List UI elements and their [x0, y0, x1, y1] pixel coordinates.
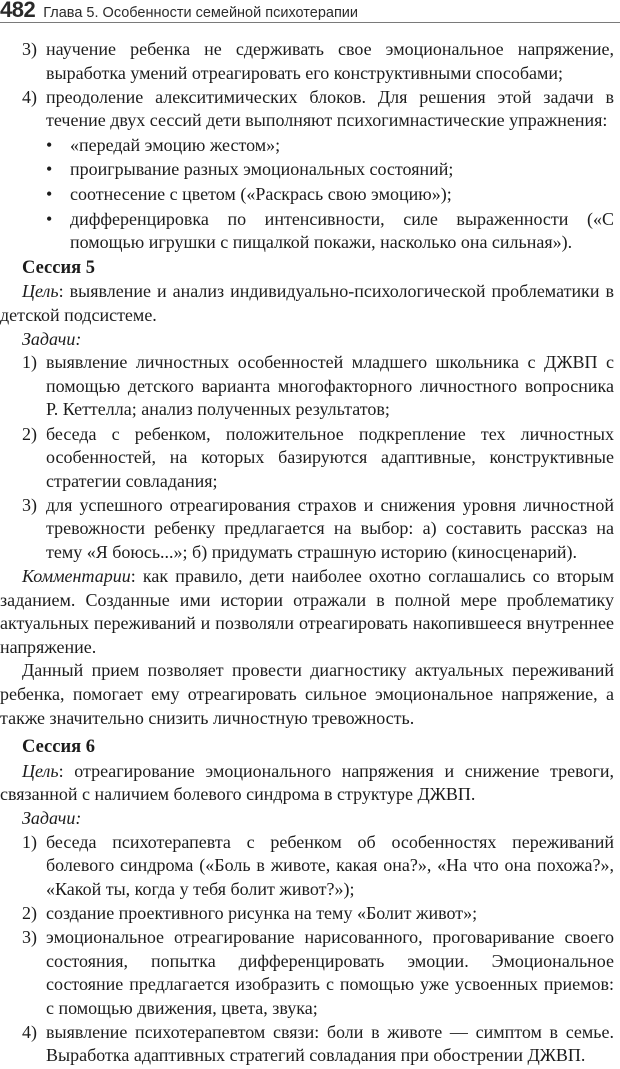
- list-item: [0, 86, 614, 133]
- bullet-item: [0, 134, 614, 158]
- list-text: преодоление алекситимических блоков. Для решения этой задачи в течение двух сессий дети выполняют психогимнастические упражнения:: [46, 86, 614, 131]
- list-text: выявление личностных особенностей младшего школьника с ДЖВП с помощью детского варианта многофакторного личностного вопросника Р. Кеттелла; анализ полученных результатов;: [46, 352, 614, 420]
- list-item: [0, 902, 614, 926]
- session-5-tasks-heading: [0, 328, 614, 352]
- list-number: 1): [22, 831, 37, 852]
- comments-label: Комментарии: [22, 566, 131, 587]
- goal-text: : выявление и анализ индивидуально-психологической проблематики в детской подсистеме.: [0, 281, 614, 326]
- goal-text: : отреагирование эмоционального напряжения и снижение тревоги, связанной с наличием болевого синдрома в структуре ДЖВП.: [0, 760, 614, 805]
- bullet-icon: •: [46, 159, 53, 180]
- page-number: 482: [0, 0, 36, 22]
- list-number: 3): [22, 926, 37, 947]
- list-text: выявление психотерапевтом связи: боли в животе — симптом в семье. Выработка адаптивных стратегий совладания при обострении ДЖВП.: [46, 1021, 614, 1066]
- comments-text: : как правило, дети наиболее охотно соглашались со вторым заданием. Созданные ими истории отражали в полной мере проблематику актуальных переживаний и позволяли отреагировать накопившееся внутреннее напряжение.: [0, 566, 614, 657]
- list-number: 2): [22, 423, 37, 444]
- session-6-title: Сессия 6: [22, 737, 95, 758]
- list-number: 4): [22, 1021, 37, 1042]
- page-body: [0, 38, 614, 1069]
- session-6-goal: [0, 760, 614, 807]
- session-5-paragraph: Данный прием позволяет провести диагностику актуальных переживаний ребенка, помогает ему отреагировать сильное эмоциональное напряжение, а также значительно снизить личностную тревожность.: [0, 660, 614, 728]
- bullet-item: [0, 183, 614, 207]
- list-number: 2): [22, 902, 37, 923]
- session-6-tasks-heading: [0, 807, 614, 831]
- bullet-text: проигрывание разных эмоциональных состояний;: [70, 159, 454, 180]
- bullet-icon: •: [46, 208, 53, 229]
- list-item: [0, 351, 614, 422]
- goal-label: Цель: [22, 760, 59, 781]
- list-number: 1): [22, 352, 37, 373]
- list-number: 3): [22, 39, 37, 59]
- list-item: [0, 831, 614, 902]
- tasks-colon: :: [75, 808, 82, 828]
- session-5-comments: [0, 565, 614, 659]
- list-item: [0, 38, 614, 85]
- tasks-label: Задачи: [22, 808, 76, 828]
- session-5-title: Сессия 5: [22, 257, 95, 278]
- bullet-icon: •: [46, 134, 53, 155]
- bullet-item: [0, 158, 614, 182]
- list-text: беседа психотерапевта с ребенком об особенностях переживаний болевого синдрома («Боль в животе, какая она?», «На что она похожа?», «Какой ты, когда у тебя болит живот?»);: [46, 831, 614, 899]
- list-item: [0, 423, 614, 494]
- bullet-text: дифференцировка по интенсивности, силе выраженности («С помощью игрушки с пищалкой покажи, насколько она сильная»).: [70, 208, 614, 253]
- list-text: создание проективного рисунка на тему «Болит живот»;: [46, 902, 478, 923]
- list-number: 4): [22, 86, 37, 107]
- list-item: [0, 494, 614, 565]
- running-head: Глава 5. Особенности семейной психотерапии: [43, 5, 358, 21]
- header-rule: [0, 22, 620, 23]
- bullet-icon: •: [46, 184, 53, 205]
- goal-label: Цель: [22, 281, 59, 302]
- bullet-text: соотнесение с цветом («Раскрась свою эмоцию»);: [70, 184, 452, 205]
- session-5-goal: [0, 280, 614, 327]
- list-text: беседа с ребенком, положительное подкрепление тех личностных особенностей, на которых базируются адаптивные, конструктивные стратегии совладания;: [46, 423, 614, 491]
- list-number: 3): [22, 494, 37, 515]
- bullet-text: «передай эмоцию жестом»;: [70, 134, 281, 155]
- list-item: [0, 1021, 614, 1068]
- list-text: научение ребенка не сдерживать свое эмоциональное напряжение, выработка умений отреагировать его конструктивными способами;: [46, 39, 614, 83]
- list-text: эмоциональное отреагирование нарисованного, проговаривание своего состояния, попытка дифференцировать эмоции. Эмоциональное состояние предлагается изобразить с помощью уже усвоенных приемов: с помощью движения, цвета, звука;: [46, 926, 614, 1018]
- list-item: [0, 926, 614, 1020]
- tasks-label: Задачи: [22, 328, 76, 349]
- tasks-colon: :: [75, 328, 82, 349]
- bullet-item: [0, 208, 614, 255]
- list-text: для успешного отреагирования страхов и снижения уровня личностной тревожности ребенку предлагается на выбор: а) составить рассказ на тему «Я боюсь...»; б) придумать страшную историю (киносценарий).: [46, 494, 614, 562]
